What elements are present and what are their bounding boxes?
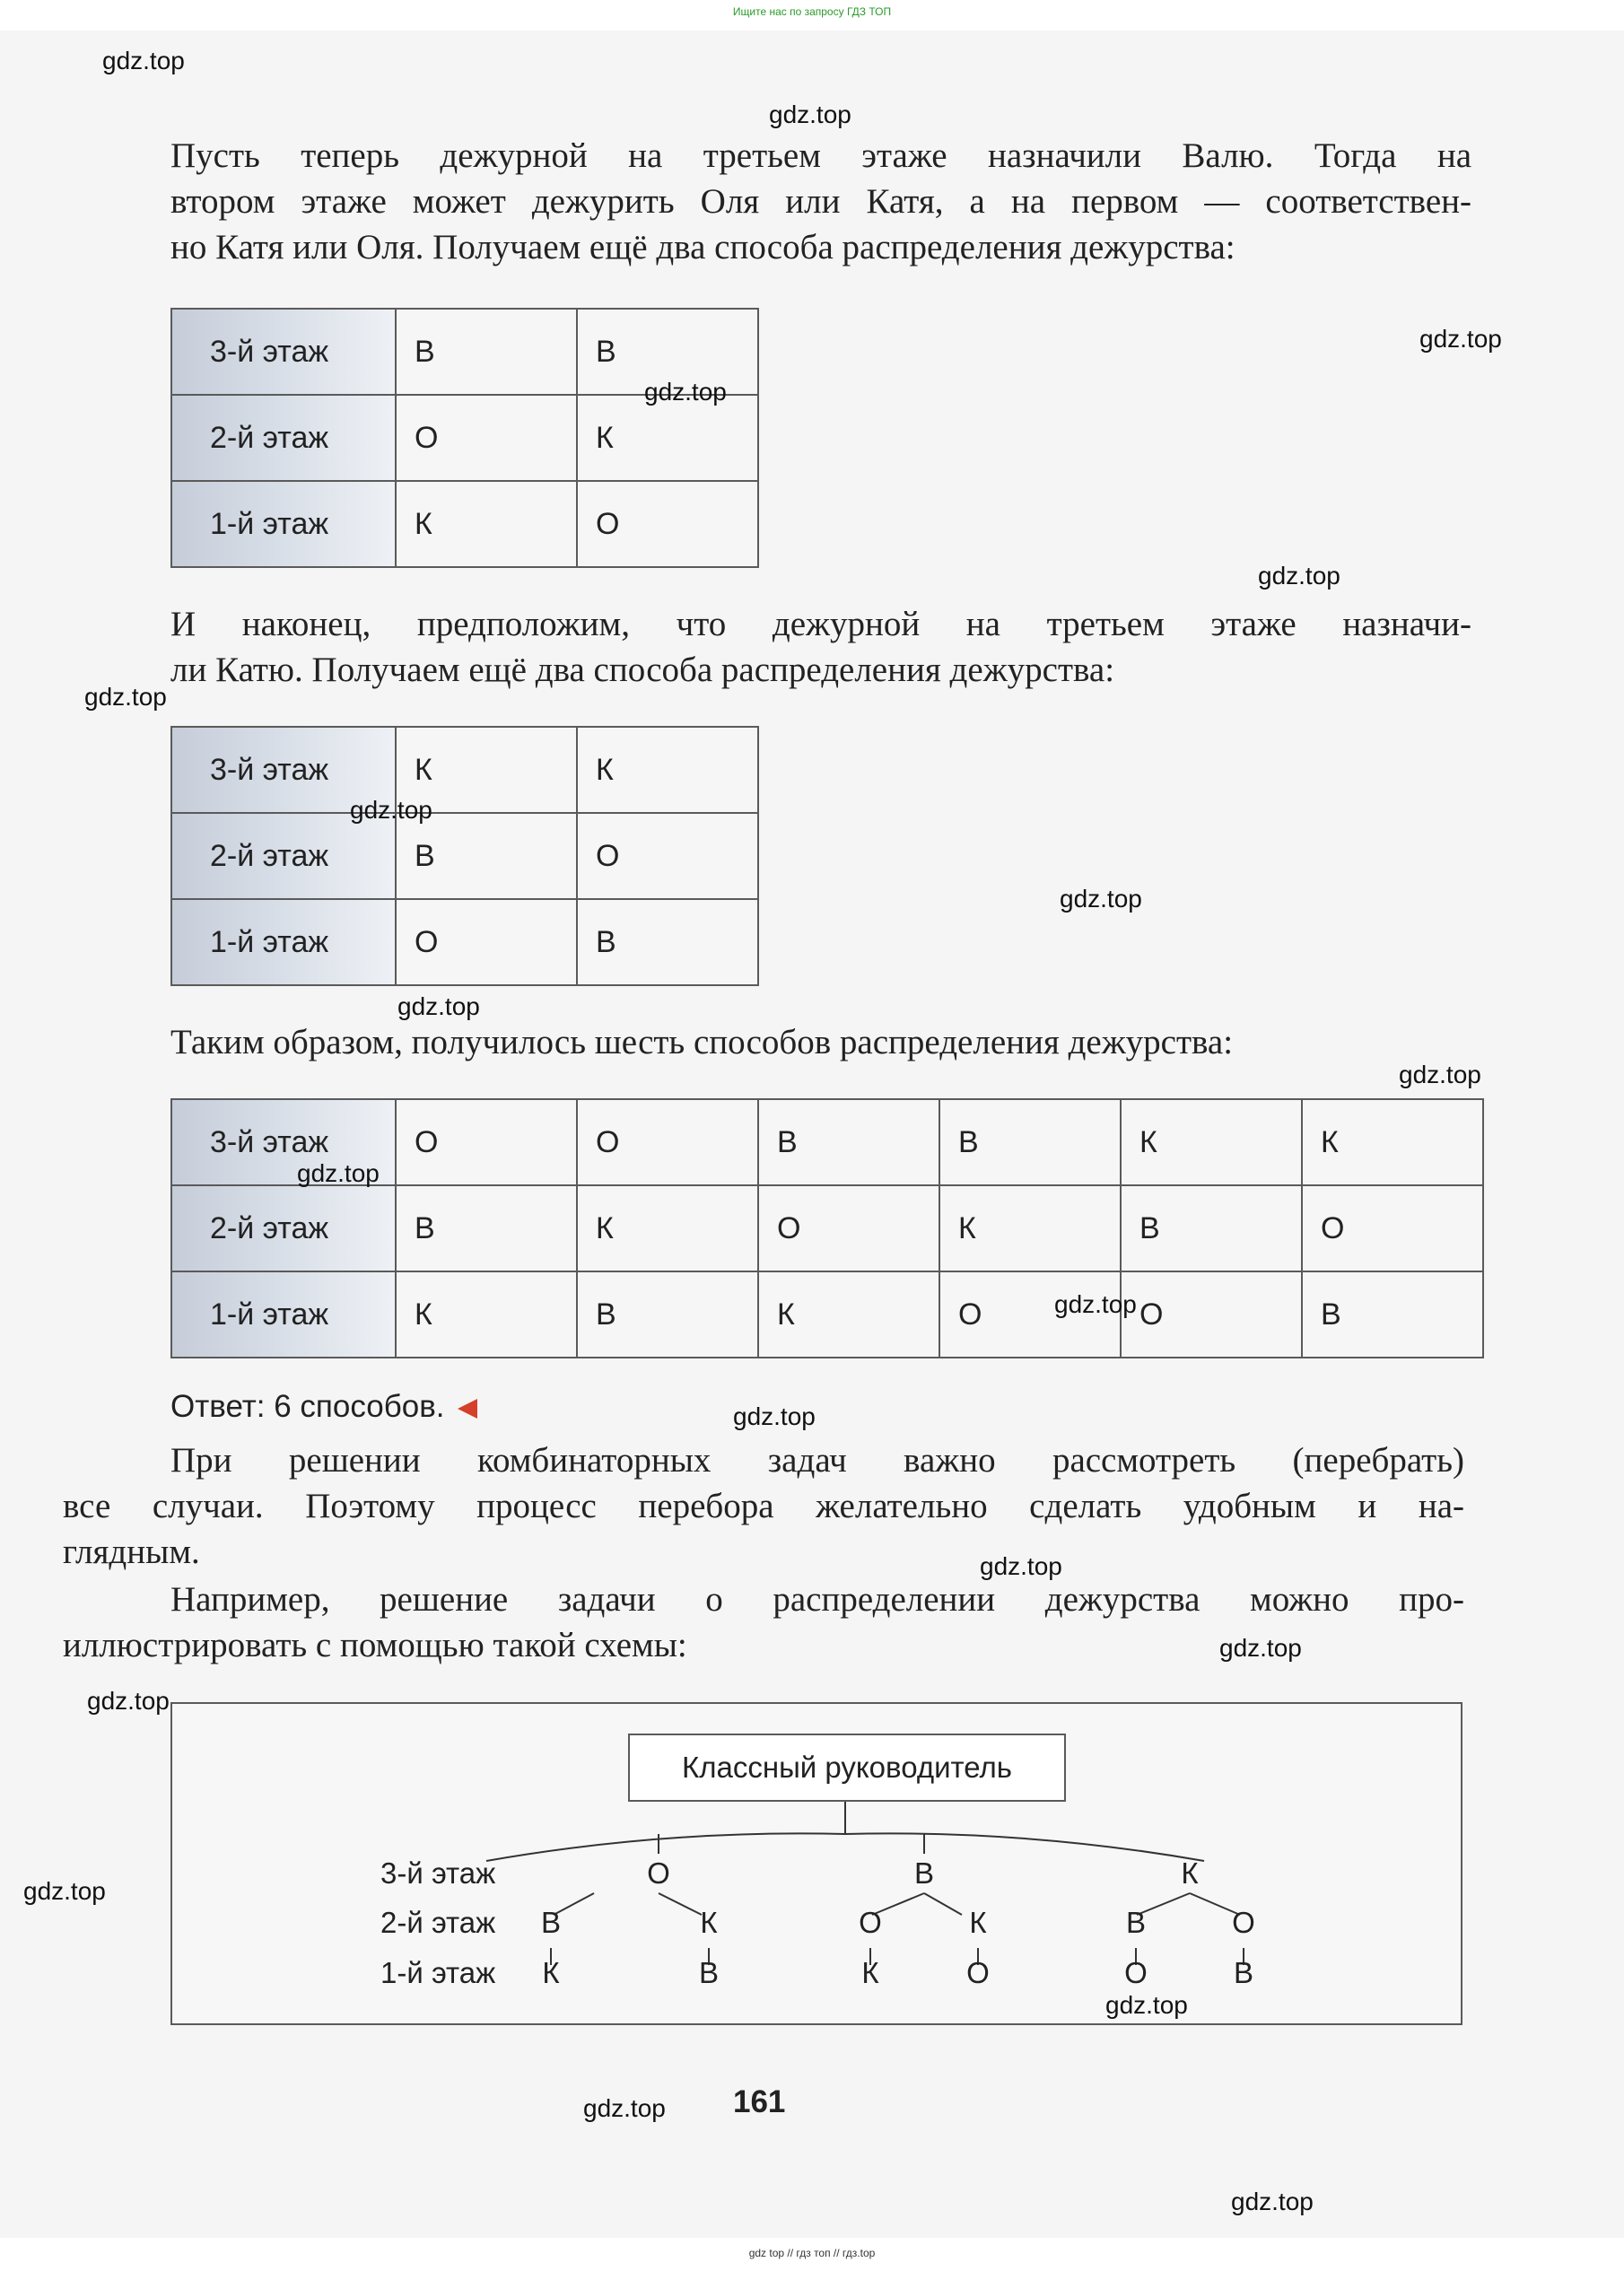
table-cell: К [1302, 1099, 1483, 1185]
tree-node-level1: К [861, 1956, 879, 1989]
watermark: gdz.top [769, 100, 851, 128]
table-cell: К [577, 727, 758, 813]
tree-node-level2: В [1125, 1906, 1146, 1939]
paragraph-3-line-1: Таким образом, получилось шесть способов распределения дежурства: [170, 1023, 1234, 1061]
table-cell: В [577, 899, 758, 985]
watermark: gdz.top [87, 1687, 170, 1715]
duty-tree-diagram [170, 1702, 1462, 2025]
tree-node-level3: В [913, 1856, 934, 1890]
watermark: gdz.top [397, 992, 480, 1020]
table-row [171, 899, 758, 985]
table-cell: О [1302, 1185, 1483, 1271]
paragraph-1-line-2: втором этаже может дежурить Оля или Катя, а на первом — соответствен- [170, 182, 1471, 221]
paragraph-2 [170, 601, 1471, 693]
floor-label: 3-й этаж [171, 727, 396, 813]
paragraph-4 [63, 1437, 1464, 1575]
watermark: gdz.top [1105, 1991, 1188, 2019]
table-row [171, 1185, 1483, 1271]
floor-label: 1-й этаж [171, 1271, 396, 1358]
tree-node-level2: О [1232, 1906, 1255, 1939]
tree-node-level2: О [859, 1906, 882, 1939]
table-cell: О [396, 395, 577, 481]
tree-node-level3: О [647, 1856, 670, 1890]
table-cell: К [396, 1271, 577, 1358]
watermark: gdz.top [733, 1402, 816, 1430]
table-cell: О [939, 1271, 1121, 1358]
table-cell: В [577, 1271, 758, 1358]
table-cell: К [1121, 1099, 1302, 1185]
tree-node-level2: В [540, 1906, 561, 1939]
tree-node-level1: О [966, 1956, 990, 1989]
watermark: gdz.top [1231, 2188, 1314, 2215]
watermark: gdz.top [23, 1877, 106, 1905]
page-number: 161 [733, 2084, 786, 2119]
paragraph-3 [170, 1019, 1471, 1065]
paragraph-2-line-2: ли Катю. Получаем ещё два способа распределения дежурства: [170, 651, 1115, 689]
table-cell: В [758, 1099, 939, 1185]
paragraph-4-line-1: При решении комбинаторных задач важно рассмотреть (перебрать) [170, 1441, 1464, 1480]
diagram-floor-label: 3-й этаж [380, 1856, 496, 1890]
watermark: gdz.top [297, 1159, 380, 1187]
watermark: gdz.top [1399, 1061, 1481, 1088]
floor-label: 1-й этаж [171, 481, 396, 567]
tree-node-level1: К [542, 1956, 560, 1989]
watermark: gdz.top [1054, 1290, 1137, 1318]
table-cell: К [939, 1185, 1121, 1271]
table-cell: О [758, 1185, 939, 1271]
table-cell: К [758, 1271, 939, 1358]
table-cell: О [577, 813, 758, 899]
watermark: gdz.top [1060, 885, 1142, 913]
duty-table-valya [170, 308, 759, 568]
footer-banner[interactable]: gdz top // гдз топ // гдз.top [748, 2247, 876, 2259]
watermark: gdz.top [583, 2094, 666, 2122]
table-cell: В [1302, 1271, 1483, 1358]
watermark: gdz.top [1258, 562, 1340, 590]
table-cell: К [577, 395, 758, 481]
tree-node-level2: К [700, 1906, 718, 1939]
watermark: gdz.top [980, 1552, 1062, 1580]
paragraph-1-line-1: Пусть теперь дежурной на третьем этаже назначили Валю. Тогда на [170, 136, 1471, 175]
paragraph-4-line-2: все случаи. Поэтому процесс перебора желательно сделать удобным и на- [63, 1487, 1464, 1525]
floor-label: 3-й этаж [171, 1099, 396, 1185]
floor-label: 2-й этаж [171, 395, 396, 481]
table-cell: В [396, 309, 577, 395]
table-cell: О [577, 1099, 758, 1185]
floor-label: 3-й этаж [171, 309, 396, 395]
watermark: gdz.top [84, 683, 167, 711]
watermark: gdz.top [102, 47, 185, 74]
tree-node-level3: К [1181, 1856, 1199, 1890]
watermark: gdz.top [644, 378, 727, 406]
table-cell: В [939, 1099, 1121, 1185]
paragraph-2-line-1: И наконец, предположим, что дежурной на третьем этаже назначи- [170, 605, 1471, 643]
answer-text: Ответ: 6 способов. [170, 1389, 445, 1424]
duty-table-katya [170, 726, 759, 986]
table-cell: В [577, 309, 758, 395]
end-of-solution-icon [458, 1399, 477, 1419]
watermark: gdz.top [1219, 1634, 1302, 1662]
watermark: gdz.top [350, 796, 432, 824]
watermark: gdz.top [1419, 325, 1502, 353]
table-cell: О [1121, 1271, 1302, 1358]
floor-label: 2-й этаж [171, 813, 396, 899]
top-banner[interactable]: Ищите нас по запросу ГДЗ ТОП [732, 5, 892, 18]
table-row [171, 727, 758, 813]
root-node: Классный руководитель [628, 1734, 1066, 1802]
paragraph-5-line-2: иллюстрировать с помощью такой схемы: [63, 1626, 687, 1664]
table-row [171, 813, 758, 899]
table-cell: К [396, 481, 577, 567]
table-cell: К [396, 727, 577, 813]
floor-label: 2-й этаж [171, 1185, 396, 1271]
floor-label: 1-й этаж [171, 899, 396, 985]
table-cell: К [577, 1185, 758, 1271]
table-cell: В [1121, 1185, 1302, 1271]
table-cell: О [577, 481, 758, 567]
diagram-floor-label: 2-й этаж [380, 1906, 496, 1939]
tree-node-level1: В [1233, 1956, 1253, 1989]
paragraph-4-line-3: глядным. [63, 1533, 200, 1571]
table-row [171, 1271, 1483, 1358]
table-cell: О [396, 1099, 577, 1185]
tree-node-level1: В [698, 1956, 719, 1989]
table-row [171, 481, 758, 567]
table-cell: О [396, 899, 577, 985]
table-cell: В [396, 813, 577, 899]
paragraph-5-line-1: Например, решение задачи о распределении дежурства можно про- [170, 1580, 1464, 1619]
duty-table-all [170, 1098, 1484, 1358]
answer-line [170, 1389, 477, 1425]
paragraph-1 [170, 133, 1471, 270]
diagram-floor-label: 1-й этаж [380, 1956, 496, 1989]
tree-node-level1: О [1124, 1956, 1148, 1989]
tree-node-level2: К [969, 1906, 987, 1939]
paragraph-1-line-3: но Катя или Оля. Получаем ещё два способа распределения дежурства: [170, 228, 1235, 266]
table-row [171, 395, 758, 481]
table-cell: В [396, 1185, 577, 1271]
